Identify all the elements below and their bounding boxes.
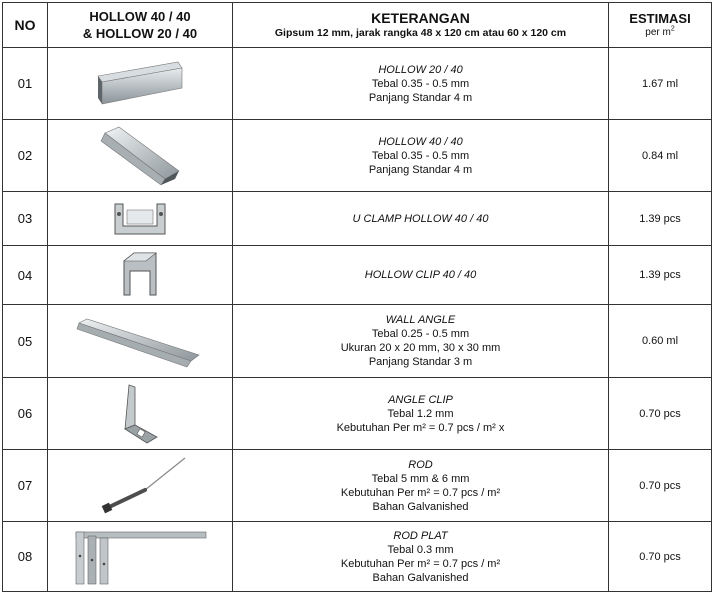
row-description	[233, 192, 609, 246]
table-row	[3, 305, 712, 378]
desc-line: Bahan Galvanished	[372, 500, 469, 513]
row-number: 07	[3, 450, 48, 522]
header-product-line1: HOLLOW 40 / 40	[89, 9, 191, 24]
desc-title: U CLAMP HOLLOW 40 / 40	[352, 212, 489, 225]
desc-line: Tebal 0.3 mm	[387, 543, 454, 556]
desc-line: Tebal 0.35 - 0.5 mm	[371, 149, 470, 162]
desc-line: Kebutuhan Per m² = 0.7 pcs / m²	[340, 486, 501, 499]
row-description	[233, 378, 609, 450]
table-row	[3, 192, 712, 246]
row-estimasi: 0.84 ml	[609, 120, 712, 192]
header-estimasi-unit: per m	[645, 27, 671, 38]
header-keterangan	[233, 3, 609, 48]
header-keterangan-title: KETERANGAN	[371, 10, 470, 26]
table-row	[3, 246, 712, 305]
desc-title: HOLLOW 20 / 40	[378, 63, 463, 76]
angle-clip-icon	[48, 378, 233, 450]
header-estimasi-title: ESTIMASI	[629, 11, 691, 26]
desc-title: ANGLE CLIP	[388, 393, 453, 406]
row-number: 03	[3, 192, 48, 246]
header-product	[48, 3, 233, 48]
header-estimasi	[609, 3, 712, 48]
table-row	[3, 378, 712, 450]
desc-line: Panjang Standar 4 m	[368, 91, 473, 104]
row-estimasi: 0.60 ml	[609, 305, 712, 378]
wall-angle-icon	[48, 305, 233, 378]
row-number: 08	[3, 522, 48, 592]
desc-line: Panjang Standar 3 m	[368, 356, 473, 368]
rod-icon	[48, 450, 233, 522]
row-description	[233, 246, 609, 305]
table-row	[3, 120, 712, 192]
row-description	[233, 522, 609, 592]
row-estimasi: 0.70 pcs	[609, 522, 712, 592]
materials-table	[2, 2, 712, 592]
header-no: NO	[3, 3, 48, 48]
desc-title: HOLLOW 40 / 40	[378, 135, 463, 148]
header-estimasi-sub	[609, 27, 711, 39]
desc-line: Ukuran 20 x 20 mm, 30 x 30 mm	[340, 342, 501, 354]
desc-line: Tebal 0.25 - 0.5 mm	[371, 328, 470, 340]
desc-title: ROD	[408, 458, 433, 471]
header-estimasi-unit-sup: 2	[670, 25, 675, 33]
row-number: 04	[3, 246, 48, 305]
row-description	[233, 305, 609, 378]
row-number: 06	[3, 378, 48, 450]
header-product-line2: & HOLLOW 20 / 40	[82, 26, 198, 41]
hollow-40-40-icon	[48, 120, 233, 192]
desc-line: Kebutuhan Per m² = 0.7 pcs / m²	[340, 557, 501, 570]
row-number: 05	[3, 305, 48, 378]
hollow-clip-icon	[48, 246, 233, 305]
desc-title: ROD PLAT	[393, 529, 448, 542]
desc-line: Bahan Galvanished	[372, 571, 469, 584]
header-row	[3, 3, 712, 48]
row-description	[233, 450, 609, 522]
row-description	[233, 120, 609, 192]
desc-title: WALL ANGLE	[385, 314, 456, 326]
row-number: 02	[3, 120, 48, 192]
row-estimasi: 1.67 ml	[609, 48, 712, 120]
table-row	[3, 450, 712, 522]
desc-line: Tebal 5 mm & 6 mm	[371, 472, 470, 485]
row-estimasi: 0.70 pcs	[609, 450, 712, 522]
desc-line: Panjang Standar 4 m	[368, 163, 473, 176]
row-estimasi: 1.39 pcs	[609, 192, 712, 246]
row-estimasi: 0.70 pcs	[609, 378, 712, 450]
row-description	[233, 48, 609, 120]
row-estimasi: 1.39 pcs	[609, 246, 712, 305]
header-keterangan-sub: Gipsum 12 mm, jarak rangka 48 x 120 cm atau 60 x 120 cm	[274, 27, 567, 39]
rod-plat-icon	[48, 522, 233, 592]
desc-title: HOLLOW CLIP 40 / 40	[364, 269, 477, 281]
hollow-20-40-icon	[48, 48, 233, 120]
desc-line: Kebutuhan Per m² = 0.7 pcs / m² x	[336, 421, 505, 434]
table-row	[3, 48, 712, 120]
desc-line: Tebal 0.35 - 0.5 mm	[371, 77, 470, 90]
table-row	[3, 522, 712, 592]
row-number: 01	[3, 48, 48, 120]
u-clamp-icon	[48, 192, 233, 246]
desc-line: Tebal 1.2 mm	[387, 407, 454, 420]
